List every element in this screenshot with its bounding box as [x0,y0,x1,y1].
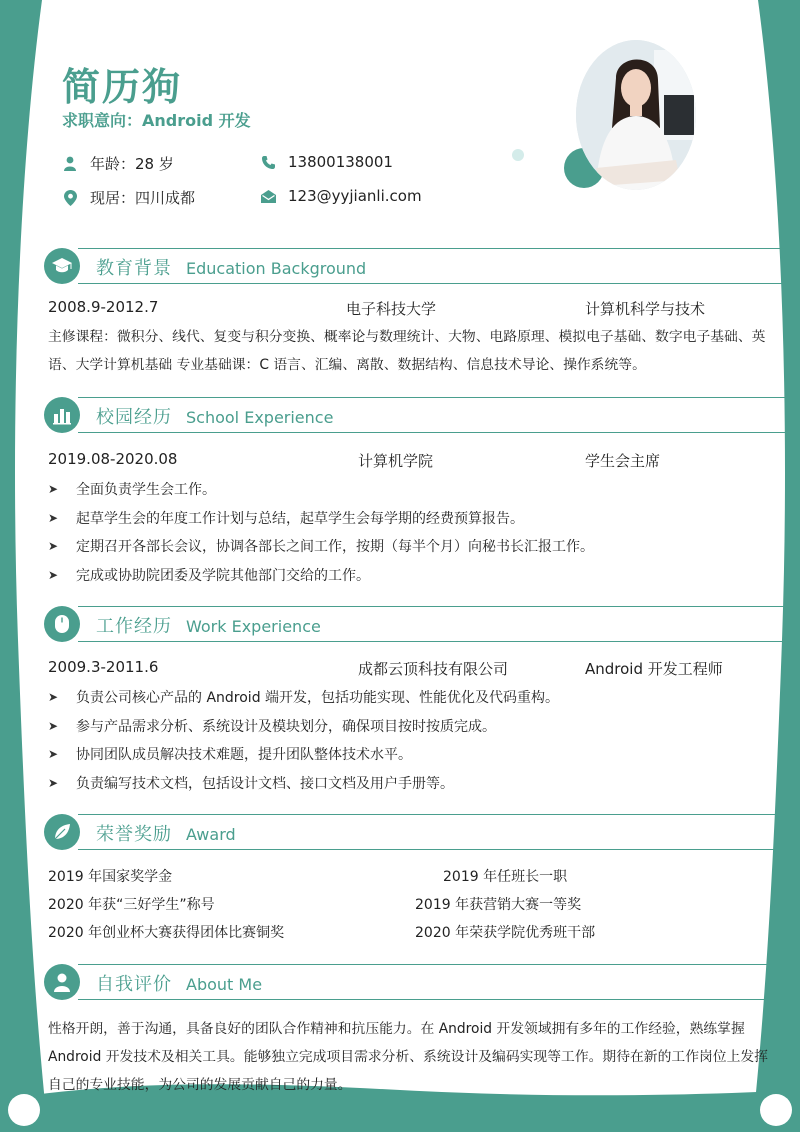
arrow-bullet-icon: ➤ [48,567,59,582]
phone-icon [260,154,276,170]
candidate-name: 简历狗 [62,65,183,109]
school-role: 学生会主席 [585,452,661,470]
campus-icon [44,397,80,433]
profile-photo [576,40,696,190]
age-info [62,153,174,174]
section-title-en: About Me [186,975,263,994]
section-title-cn: 荣誉奖励 [96,824,172,845]
award-item: 2019 年国家奖学金 [48,869,173,885]
section-school-header [44,397,800,433]
school-duties [48,475,768,589]
education-school: 电子科技大学 [346,300,437,318]
list-item: ➤ 协同团队成员解决技术难题，提升团队整体技术水平。 [48,747,412,764]
education-courses: 主修课程：微积分、线代、复变与积分变换、概率论与数理统计、大物、电路原理、模拟电子基础、数字电子基础、英语、大学计算机基础 专业基础课：C 语言、汇编、离散、数据结构、信息技术导论、操作系统等。 [48,329,766,373]
work-duties [48,683,768,797]
arrow-bullet-icon: ➤ [48,775,59,790]
location-info [62,187,195,208]
list-item: ➤ 起草学生会的年度工作计划与总结，起草学生会每学期的经费预算报告。 [48,510,524,527]
arrow-bullet-icon: ➤ [48,747,59,762]
age-text: 年龄：28 岁 [90,155,174,173]
work-period: 2009.3-2011.6 [48,658,159,676]
graduation-cap-icon [44,248,80,284]
email-info [260,187,422,205]
list-item: ➤ 定期召开各部长会议，协调各部长之间工作，按期（每半个月）向秘书长汇报工作。 [48,539,594,556]
section-awards-header [44,814,800,850]
arrow-bullet-icon: ➤ [48,690,59,705]
location-pin-icon [62,190,78,206]
section-work-header [44,606,800,642]
award-item: 2019 年任班长一职 [443,869,568,885]
section-title [96,254,366,280]
section-title-en: Work Experience [186,617,321,636]
section-title-cn: 校园经历 [96,407,172,428]
section-title [96,820,236,846]
award-item: 2019 年获营销大赛一等奖 [415,897,582,913]
phone-text: 13800138001 [288,153,393,171]
section-title [96,612,321,638]
award-item: 2020 年创业杯大赛获得团体比赛铜奖 [48,925,285,941]
list-item: ➤ 全面负责学生会工作。 [48,482,216,499]
work-company: 成都云顶科技有限公司 [358,660,509,678]
about-text: 性格开朗，善于沟通，具备良好的团队合作精神和抗压能力。在 Android 开发领域拥有多年的工作经验，熟练掌握 Android 开发技术及相关工具。能够独立完成项目需求分析、系统设计及编码实现等工作。期待在新的工作岗位上发挥自己的专业技能，为公司的发展贡献自己的力量。 [48,1021,768,1093]
mouse-icon [44,606,80,642]
list-item: ➤ 完成或协助院团委及学院其他部门交给的工作。 [48,567,370,584]
section-about-header [44,964,800,1000]
award-item: 2020 年获“三好学生”称号 [48,897,215,913]
section-title-cn: 自我评价 [96,974,172,995]
education-major: 计算机科学与技术 [585,300,706,318]
phone-info [260,153,393,171]
section-title-en: Education Background [186,259,367,278]
arrow-bullet-icon: ➤ [48,482,59,497]
person-icon [44,964,80,1000]
section-title-cn: 工作经历 [96,616,172,637]
section-title-en: School Experience [186,408,334,427]
section-title [96,403,333,429]
mail-icon [260,188,276,204]
award-item: 2020 年荣获学院优秀班干部 [415,925,596,941]
leaf-icon [44,814,80,850]
section-title-cn: 教育背景 [96,258,172,279]
list-item: ➤ 负责公司核心产品的 Android 端开发，包括功能实现、性能优化及代码重构。 [48,690,560,707]
arrow-bullet-icon: ➤ [48,539,59,554]
arrow-bullet-icon: ➤ [48,718,59,733]
person-icon [62,156,78,172]
school-period: 2019.08-2020.08 [48,450,178,468]
section-title [96,970,262,996]
email-text: 123@yyjianli.com [288,187,422,205]
list-item: ➤ 负责编写技术文档，包括设计文档、接口文档及用户手册等。 [48,775,454,792]
education-period: 2008.9-2012.7 [48,298,159,316]
section-education-header [44,248,800,284]
job-intent: 求职意向：Android 开发 [62,111,251,130]
location-text: 现居：四川成都 [90,189,196,207]
school-org: 计算机学院 [358,452,434,470]
work-role: Android 开发工程师 [585,660,723,678]
arrow-bullet-icon: ➤ [48,510,59,525]
section-title-en: Award [186,825,236,844]
list-item: ➤ 参与产品需求分析、系统设计及模块划分，确保项目按时按质完成。 [48,718,496,735]
